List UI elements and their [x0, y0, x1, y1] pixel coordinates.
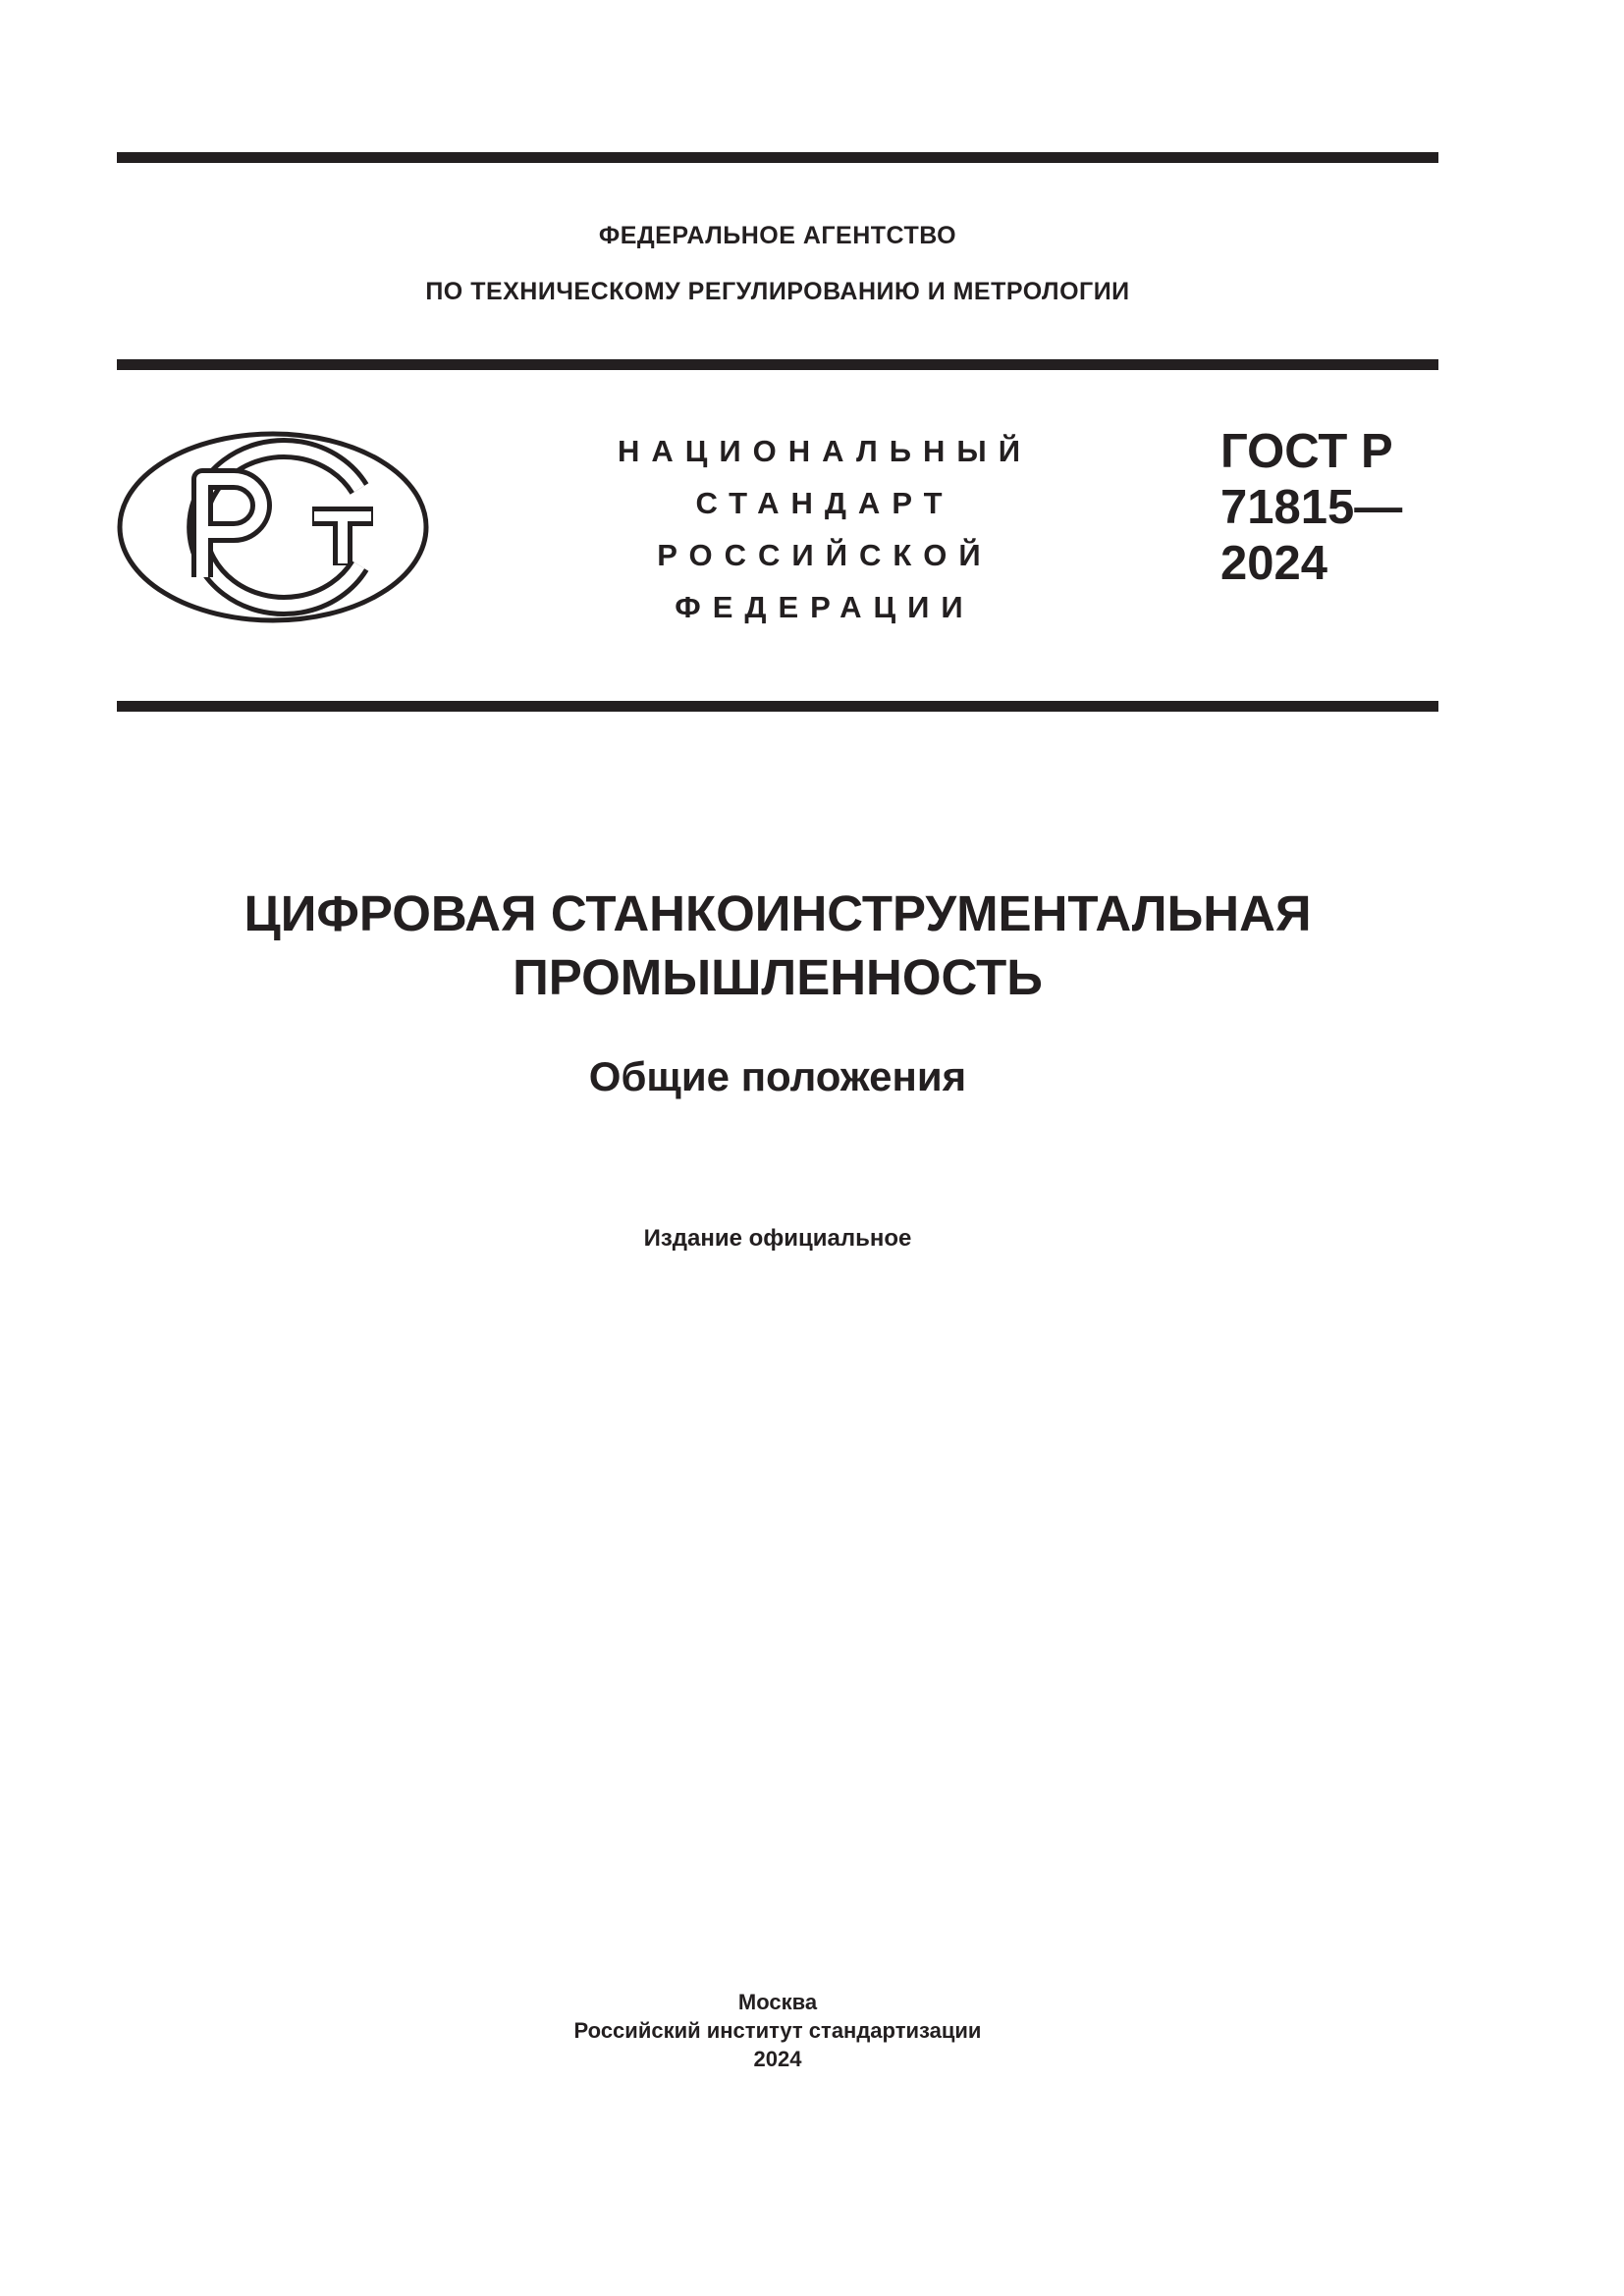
publisher-block: [117, 1988, 1438, 2073]
agency-line-1: ФЕДЕРАЛЬНОЕ АГЕНТСТВО: [598, 222, 957, 249]
standard-designation: [1220, 424, 1402, 592]
rst-logo-icon: [116, 430, 430, 624]
document-subtitle: Общие положения: [588, 1053, 967, 1099]
designation-line-3: 2024: [1220, 537, 1328, 590]
header-rule: [117, 359, 1438, 370]
standard-type-line-2: СТАНДАРТ: [695, 486, 954, 520]
logo-rule: [117, 701, 1438, 712]
publisher-institute: Российский институт стандартизации: [573, 2018, 982, 2043]
edition-label: Издание официальное: [643, 1225, 912, 1252]
designation-line-1: ГОСТ Р: [1220, 425, 1393, 478]
top-rule: [117, 152, 1438, 163]
publisher-city: Москва: [737, 1990, 818, 2014]
standard-type-line-4: ФЕДЕРАЦИИ: [675, 590, 975, 624]
standard-type: [599, 425, 1051, 633]
publisher-year: 2024: [753, 2047, 802, 2071]
designation-line-2: 71815—: [1220, 481, 1403, 534]
standard-type-line-1: НАЦИОНАЛЬНЫЙ: [617, 434, 1033, 468]
agency-line-2: ПО ТЕХНИЧЕСКОМУ РЕГУЛИРОВАНИЮ И МЕТРОЛОГИИ: [425, 278, 1130, 305]
title-line-2: ПРОМЫШЛЕННОСТЬ: [513, 949, 1043, 1005]
standard-type-line-3: РОССИЙСКОЙ: [657, 538, 993, 572]
document-title: [117, 881, 1438, 1009]
title-line-1: ЦИФРОВАЯ СТАНКОИНСТРУМЕНТАЛЬНАЯ: [244, 885, 1312, 941]
